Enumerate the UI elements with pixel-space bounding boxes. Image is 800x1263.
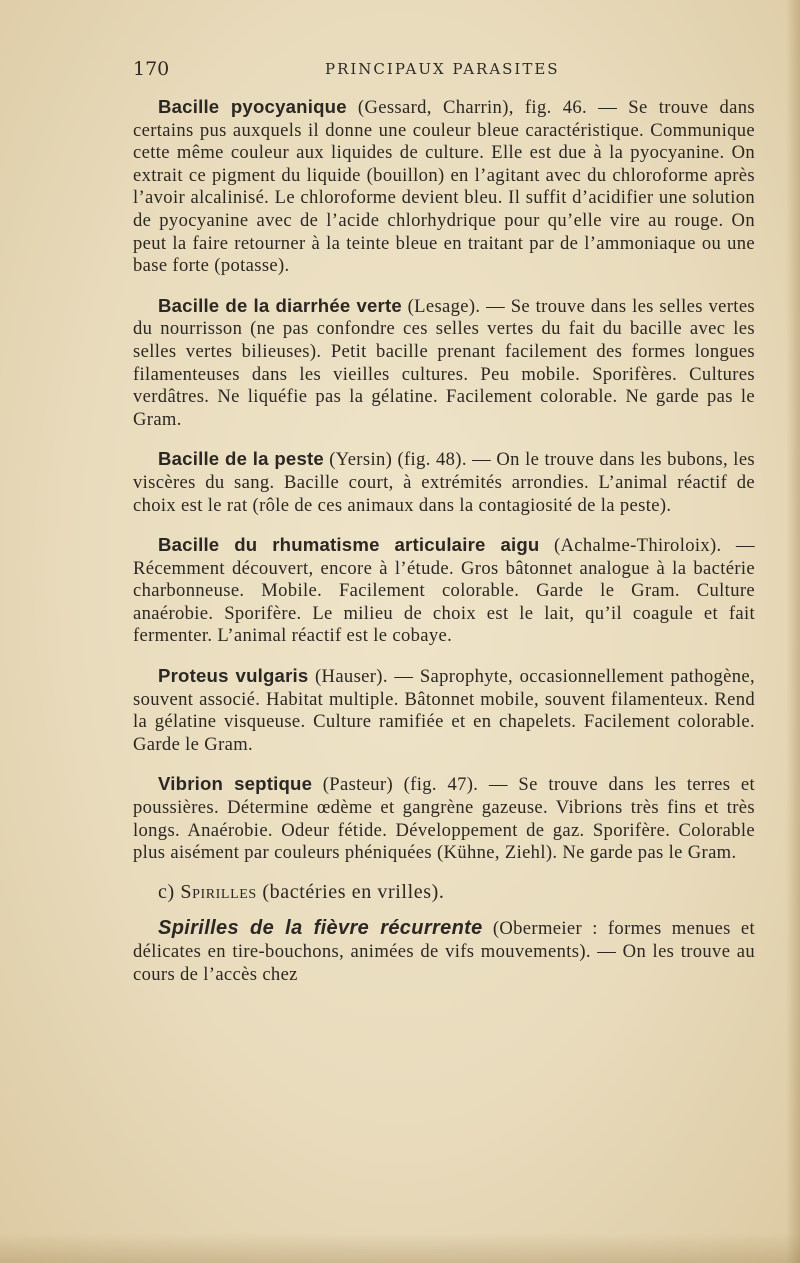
entry-term: Spirilles de la fièvre récurrente [158,917,483,940]
entry-term: Bacille de la diarrhée verte [158,294,402,316]
entry-vibrion-septique [133,773,755,864]
entry-text: (Pasteur) (fig. 47). — Se trouve dans les terres et poussières. Détermine œdème et gangrène gazeuse. Vibrions très fins et très longs. Anaérobie. Odeur fétide. Développement de gaz. Sporifère. Colorable plus aisément par couleurs phéniquées (Kühne, Ziehl). Ne garde pas le Gram. [133,774,756,864]
entry-proteus-vulgaris [133,665,755,756]
page-bottom-shadow [0,1233,800,1263]
page-number: 170 [133,58,170,80]
entry-text: (Obermeier : formes menues et délicates en tire-bouchons, animées de vifs mouvements). — On les trouve au cours de l’accès chez [133,918,755,985]
entry-bacille-rhumatisme [133,534,755,648]
section-title: Spirilles [180,880,257,903]
entry-spirilles-fievre-recurrente [133,917,755,986]
entry-term: Vibrion septique [158,773,313,795]
entry-term: Proteus vulgaris [158,665,309,687]
entry-text: (Hauser). — Saprophyte, occasionnellement pathogène, souvent associé. Habitat multiple. Bâtonnet mobile, souvent filamenteux. Rend la gélatine visqueuse. Culture ramifiée et en chapelets. Facilement colorable. Garde le Gram. [133,666,756,755]
entry-text: (Lesage). — Se trouve dans les selles vertes du nourrisson (ne pas confondre ces selles vertes du fait du bacille avec les selles vertes bilieuses). Petit bacille prenant facilement des formes longues filamenteuses dans les vieilles cultures. Peu mobile. Sporifères. Cultures verdâtres. Ne liquéfie pas la gélatine. Facilement colorable. Ne garde pas le Gram. [133,295,756,430]
section-letter: c) [158,880,175,903]
entry-text: (Yersin) (fig. 48). — On le trouve dans les bubons, les viscères du sang. Bacille court, à extrémités arrondies. L’animal réactif de choix est le rat (rôle de ces animaux dans la contagiosité de la peste). [133,449,756,516]
page-header [133,58,758,84]
entry-bacille-peste [133,448,755,517]
entry-text: (Achalme-Thiroloix). — Récemment découvert, encore à l’étude. Gros bâtonnet analogue à la bactérie charbonneuse. Mobile. Facilement colorable. Garde le Gram. Culture anaérobie. Sporifère. Le milieu de choix est le lait, qu’il coagule et fait fermenter. L’animal réactif est le cobaye. [133,535,756,647]
entry-bacille-pyocyanique [133,96,755,278]
section-heading [133,881,755,904]
page-body [133,96,755,1003]
entry-term: Bacille de la peste [158,448,324,470]
page-edge-shadow [786,0,800,1263]
running-title: PRINCIPAUX PARASITES [325,60,560,78]
entry-bacille-diarrhee-verte [133,295,755,432]
entry-term: Bacille du rhumatisme articulaire aigu [158,534,540,556]
entry-term: Bacille pyocyanique [158,96,347,117]
section-subtitle: (bactéries en vrilles). [262,880,445,903]
entry-text: (Gessard, Charrin), fig. 46. — Se trouve dans certains pus auxquels il donne une couleur bleue caractéristique. Communique cette même couleur aux liquides de culture. Elle est due à la pyocyanine. On extrait ce pigment du liquide (bouillon) en l’agitant avec du chloroforme après l’avoir alcalinisé. Le chloroforme devient bleu. Il suffit d’acidifier une solution de pyocyanine avec de l’acide chlorhydrique pour qu’elle vire au rouge. On peut la faire retourner à la teinte bleue en traitant par de l’ammoniaque ou une base forte (potasse). [133,97,756,277]
